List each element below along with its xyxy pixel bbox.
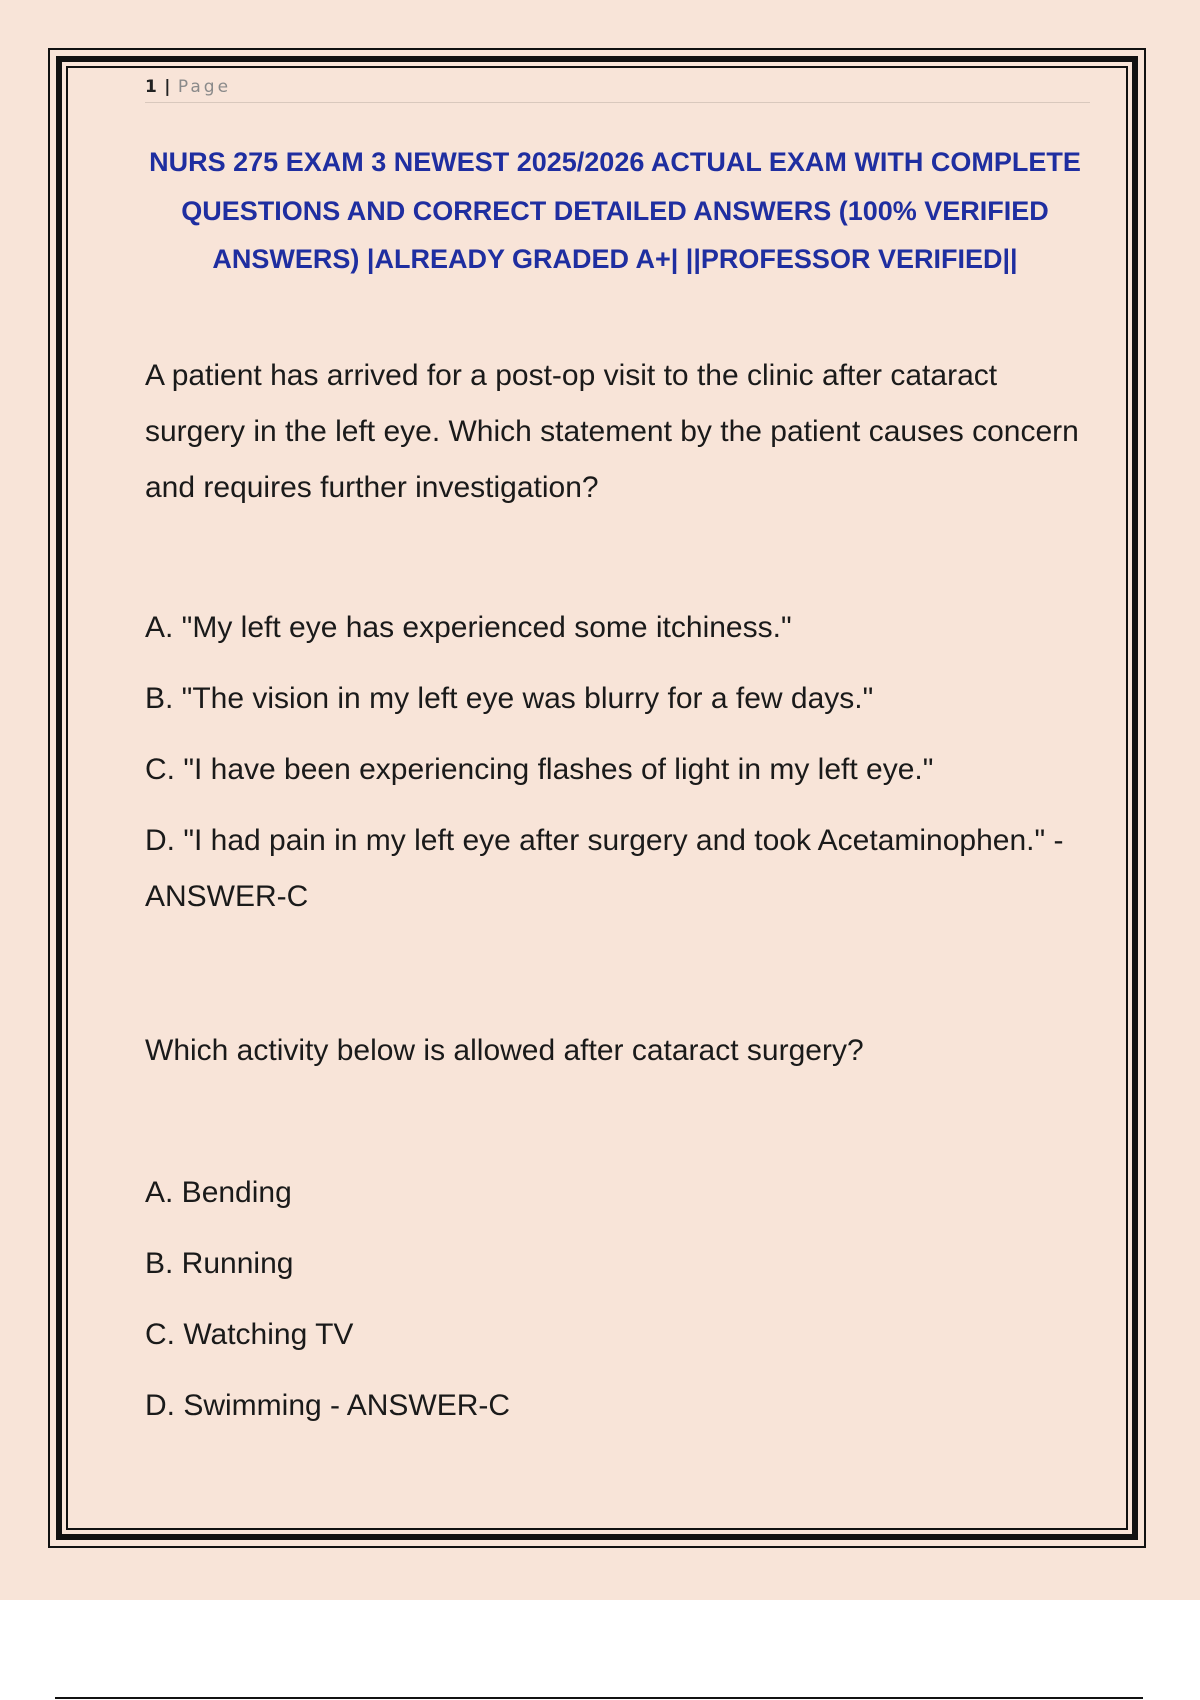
document-body (145, 348, 1090, 1449)
question-1-options (145, 600, 1090, 925)
question-1-option-d: D. "I had pain in my left eye after surgery and took Acetaminophen." - ANSWER-C (145, 824, 1064, 913)
question-2-option-d: D. Swimming - ANSWER-C (145, 1389, 511, 1422)
question-1-option-a: A. "My left eye has experienced some itchiness." (145, 611, 792, 644)
footer-rule (55, 1697, 1143, 1699)
question-2-options (145, 1165, 1090, 1434)
question-2-text: Which activity below is allowed after cataract surgery? (145, 1034, 864, 1067)
document-title: NURS 275 EXAM 3 NEWEST 2025/2026 ACTUAL EXAM WITH COMPLETE QUESTIONS AND CORRECT DETAILED ANSWERS (100% VERIFIED ANSWERS) |ALREADY GRADED A+| ||PROFESSOR VERIFIED|| (149, 147, 1081, 274)
page-separator: | (164, 77, 171, 97)
question-1-option-c: C. "I have been experiencing flashes of light in my left eye." (145, 753, 934, 786)
question-2-option-a: A. Bending (145, 1176, 292, 1209)
page-header (145, 74, 1090, 103)
question-1-option-b: B. "The vision in my left eye was blurry for a few days." (145, 682, 874, 715)
question-2-option-c: C. Watching TV (145, 1318, 354, 1351)
page-label: Page (177, 77, 232, 97)
page-number: 1 (145, 77, 157, 97)
question-2-option-b: B. Running (145, 1247, 294, 1280)
question-1-text: A patient has arrived for a post-op visit to the clinic after cataract surgery in the left eye. Which statement by the patient causes concern and requires further investigation? (145, 359, 1079, 504)
